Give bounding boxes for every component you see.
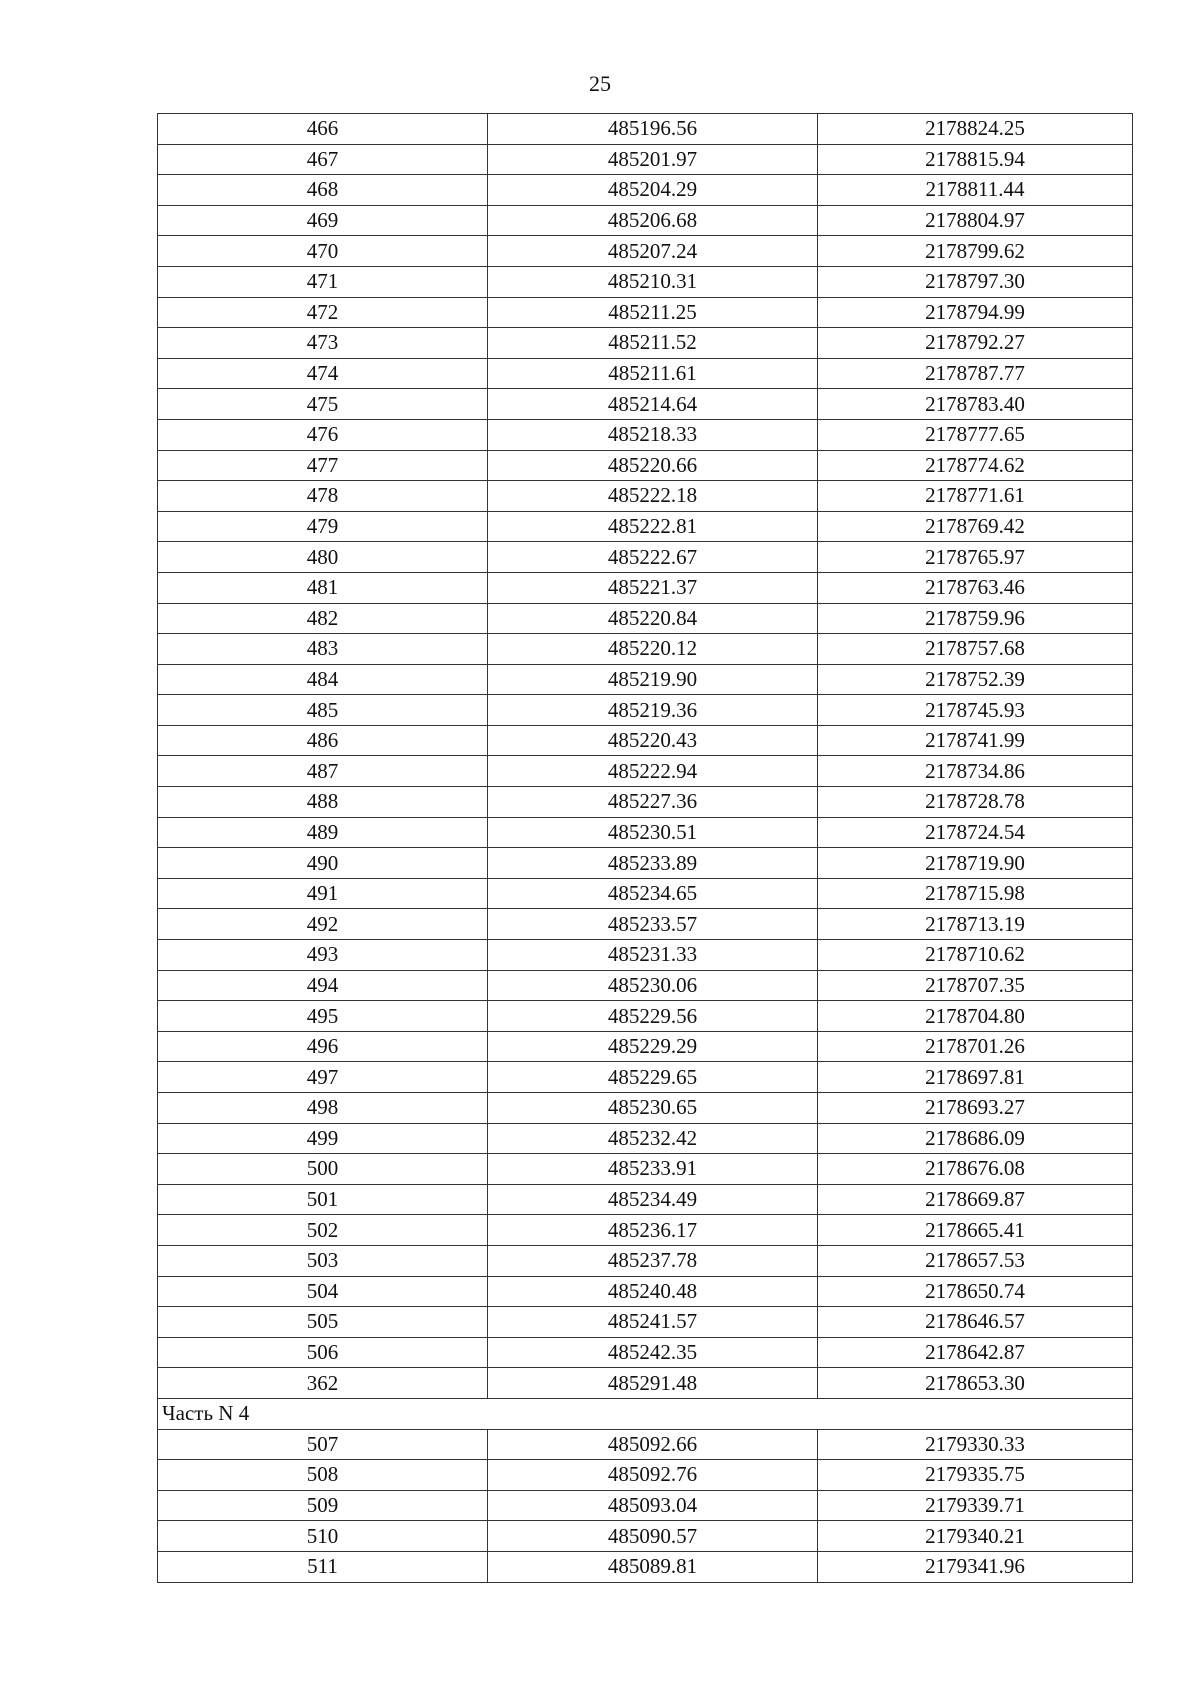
point-number-cell: 510 xyxy=(158,1521,488,1552)
x-coordinate-cell: 485229.29 xyxy=(488,1031,818,1062)
y-coordinate-cell: 2178693.27 xyxy=(818,1093,1133,1124)
table-row xyxy=(158,389,1133,420)
x-coordinate-cell: 485234.65 xyxy=(488,878,818,909)
x-coordinate-cell: 485196.56 xyxy=(488,114,818,145)
point-number-cell: 475 xyxy=(158,389,488,420)
y-coordinate-cell: 2178774.62 xyxy=(818,450,1133,481)
x-coordinate-cell: 485229.65 xyxy=(488,1062,818,1093)
x-coordinate-cell: 485219.36 xyxy=(488,695,818,726)
x-coordinate-cell: 485233.89 xyxy=(488,848,818,879)
table-row xyxy=(158,664,1133,695)
y-coordinate-cell: 2179340.21 xyxy=(818,1521,1133,1552)
x-coordinate-cell: 485220.12 xyxy=(488,634,818,665)
x-coordinate-cell: 485232.42 xyxy=(488,1123,818,1154)
y-coordinate-cell: 2178734.86 xyxy=(818,756,1133,787)
x-coordinate-cell: 485201.97 xyxy=(488,144,818,175)
y-coordinate-cell: 2178646.57 xyxy=(818,1307,1133,1338)
point-number-cell: 486 xyxy=(158,725,488,756)
y-coordinate-cell: 2178794.99 xyxy=(818,297,1133,328)
point-number-cell: 481 xyxy=(158,572,488,603)
x-coordinate-cell: 485240.48 xyxy=(488,1276,818,1307)
table-row xyxy=(158,725,1133,756)
y-coordinate-cell: 2178669.87 xyxy=(818,1184,1133,1215)
x-coordinate-cell: 485242.35 xyxy=(488,1337,818,1368)
y-coordinate-cell: 2179335.75 xyxy=(818,1460,1133,1491)
y-coordinate-cell: 2178777.65 xyxy=(818,419,1133,450)
x-coordinate-cell: 485219.90 xyxy=(488,664,818,695)
y-coordinate-cell: 2178697.81 xyxy=(818,1062,1133,1093)
x-coordinate-cell: 485220.84 xyxy=(488,603,818,634)
x-coordinate-cell: 485222.67 xyxy=(488,542,818,573)
table-row xyxy=(158,1307,1133,1338)
table-row xyxy=(158,572,1133,603)
table-row xyxy=(158,1093,1133,1124)
x-coordinate-cell: 485237.78 xyxy=(488,1245,818,1276)
table-row xyxy=(158,1215,1133,1246)
x-coordinate-cell: 485291.48 xyxy=(488,1368,818,1399)
point-number-cell: 493 xyxy=(158,940,488,971)
x-coordinate-cell: 485236.17 xyxy=(488,1215,818,1246)
x-coordinate-cell: 485230.06 xyxy=(488,970,818,1001)
point-number-cell: 466 xyxy=(158,114,488,145)
y-coordinate-cell: 2179339.71 xyxy=(818,1490,1133,1521)
table-row xyxy=(158,756,1133,787)
y-coordinate-cell: 2178792.27 xyxy=(818,328,1133,359)
point-number-cell: 467 xyxy=(158,144,488,175)
y-coordinate-cell: 2178686.09 xyxy=(818,1123,1133,1154)
section-header-row xyxy=(158,1398,1133,1429)
x-coordinate-cell: 485227.36 xyxy=(488,787,818,818)
y-coordinate-cell: 2178745.93 xyxy=(818,695,1133,726)
table-row xyxy=(158,817,1133,848)
point-number-cell: 476 xyxy=(158,419,488,450)
point-number-cell: 478 xyxy=(158,481,488,512)
x-coordinate-cell: 485233.91 xyxy=(488,1154,818,1185)
y-coordinate-cell: 2178787.77 xyxy=(818,358,1133,389)
y-coordinate-cell: 2178713.19 xyxy=(818,909,1133,940)
table-row xyxy=(158,358,1133,389)
point-number-cell: 496 xyxy=(158,1031,488,1062)
x-coordinate-cell: 485234.49 xyxy=(488,1184,818,1215)
y-coordinate-cell: 2178653.30 xyxy=(818,1368,1133,1399)
table-row xyxy=(158,1337,1133,1368)
table-row xyxy=(158,1490,1133,1521)
x-coordinate-cell: 485211.61 xyxy=(488,358,818,389)
x-coordinate-cell: 485222.94 xyxy=(488,756,818,787)
point-number-cell: 504 xyxy=(158,1276,488,1307)
x-coordinate-cell: 485089.81 xyxy=(488,1551,818,1582)
table-row xyxy=(158,419,1133,450)
table-row xyxy=(158,297,1133,328)
point-number-cell: 489 xyxy=(158,817,488,848)
point-number-cell: 474 xyxy=(158,358,488,389)
y-coordinate-cell: 2178650.74 xyxy=(818,1276,1133,1307)
table-row xyxy=(158,848,1133,879)
x-coordinate-cell: 485218.33 xyxy=(488,419,818,450)
coordinates-table xyxy=(157,113,1133,1583)
y-coordinate-cell: 2178657.53 xyxy=(818,1245,1133,1276)
section-title: Часть N 4 xyxy=(158,1398,1133,1429)
x-coordinate-cell: 485230.65 xyxy=(488,1093,818,1124)
x-coordinate-cell: 485221.37 xyxy=(488,572,818,603)
point-number-cell: 494 xyxy=(158,970,488,1001)
table-row xyxy=(158,481,1133,512)
table-row xyxy=(158,266,1133,297)
point-number-cell: 503 xyxy=(158,1245,488,1276)
table-row xyxy=(158,940,1133,971)
table-row xyxy=(158,1276,1133,1307)
table-row xyxy=(158,1154,1133,1185)
y-coordinate-cell: 2178783.40 xyxy=(818,389,1133,420)
y-coordinate-cell: 2178710.62 xyxy=(818,940,1133,971)
table-row xyxy=(158,205,1133,236)
point-number-cell: 473 xyxy=(158,328,488,359)
point-number-cell: 505 xyxy=(158,1307,488,1338)
table-row xyxy=(158,1245,1133,1276)
y-coordinate-cell: 2178728.78 xyxy=(818,787,1133,818)
y-coordinate-cell: 2178765.97 xyxy=(818,542,1133,573)
table-row xyxy=(158,1031,1133,1062)
table-row xyxy=(158,695,1133,726)
x-coordinate-cell: 485222.18 xyxy=(488,481,818,512)
point-number-cell: 497 xyxy=(158,1062,488,1093)
y-coordinate-cell: 2178752.39 xyxy=(818,664,1133,695)
y-coordinate-cell: 2178757.68 xyxy=(818,634,1133,665)
x-coordinate-cell: 485210.31 xyxy=(488,266,818,297)
point-number-cell: 482 xyxy=(158,603,488,634)
y-coordinate-cell: 2179341.96 xyxy=(818,1551,1133,1582)
x-coordinate-cell: 485093.04 xyxy=(488,1490,818,1521)
table-row xyxy=(158,878,1133,909)
y-coordinate-cell: 2179330.33 xyxy=(818,1429,1133,1460)
point-number-cell: 484 xyxy=(158,664,488,695)
page-number: 25 xyxy=(589,71,611,96)
y-coordinate-cell: 2178719.90 xyxy=(818,848,1133,879)
table-row xyxy=(158,603,1133,634)
table-row xyxy=(158,1184,1133,1215)
point-number-cell: 491 xyxy=(158,878,488,909)
x-coordinate-cell: 485207.24 xyxy=(488,236,818,267)
x-coordinate-cell: 485211.52 xyxy=(488,328,818,359)
x-coordinate-cell: 485231.33 xyxy=(488,940,818,971)
table-row xyxy=(158,236,1133,267)
x-coordinate-cell: 485090.57 xyxy=(488,1521,818,1552)
x-coordinate-cell: 485222.81 xyxy=(488,511,818,542)
table-row xyxy=(158,634,1133,665)
point-number-cell: 479 xyxy=(158,511,488,542)
coordinates-table-body xyxy=(158,114,1133,1583)
point-number-cell: 488 xyxy=(158,787,488,818)
x-coordinate-cell: 485220.66 xyxy=(488,450,818,481)
point-number-cell: 509 xyxy=(158,1490,488,1521)
x-coordinate-cell: 485230.51 xyxy=(488,817,818,848)
y-coordinate-cell: 2178815.94 xyxy=(818,144,1133,175)
y-coordinate-cell: 2178797.30 xyxy=(818,266,1133,297)
table-row xyxy=(158,328,1133,359)
y-coordinate-cell: 2178804.97 xyxy=(818,205,1133,236)
x-coordinate-cell: 485241.57 xyxy=(488,1307,818,1338)
y-coordinate-cell: 2178763.46 xyxy=(818,572,1133,603)
y-coordinate-cell: 2178824.25 xyxy=(818,114,1133,145)
x-coordinate-cell: 485211.25 xyxy=(488,297,818,328)
table-row xyxy=(158,1062,1133,1093)
x-coordinate-cell: 485229.56 xyxy=(488,1001,818,1032)
table-row xyxy=(158,450,1133,481)
point-number-cell: 477 xyxy=(158,450,488,481)
y-coordinate-cell: 2178811.44 xyxy=(818,175,1133,206)
table-row xyxy=(158,542,1133,573)
y-coordinate-cell: 2178704.80 xyxy=(818,1001,1133,1032)
point-number-cell: 500 xyxy=(158,1154,488,1185)
y-coordinate-cell: 2178701.26 xyxy=(818,1031,1133,1062)
point-number-cell: 483 xyxy=(158,634,488,665)
x-coordinate-cell: 485233.57 xyxy=(488,909,818,940)
table-row xyxy=(158,114,1133,145)
point-number-cell: 362 xyxy=(158,1368,488,1399)
point-number-cell: 502 xyxy=(158,1215,488,1246)
y-coordinate-cell: 2178676.08 xyxy=(818,1154,1133,1185)
table-row xyxy=(158,1001,1133,1032)
point-number-cell: 471 xyxy=(158,266,488,297)
point-number-cell: 480 xyxy=(158,542,488,573)
x-coordinate-cell: 485092.66 xyxy=(488,1429,818,1460)
table-row xyxy=(158,511,1133,542)
y-coordinate-cell: 2178665.41 xyxy=(818,1215,1133,1246)
table-row xyxy=(158,1521,1133,1552)
point-number-cell: 469 xyxy=(158,205,488,236)
point-number-cell: 492 xyxy=(158,909,488,940)
y-coordinate-cell: 2178715.98 xyxy=(818,878,1133,909)
x-coordinate-cell: 485204.29 xyxy=(488,175,818,206)
x-coordinate-cell: 485220.43 xyxy=(488,725,818,756)
point-number-cell: 487 xyxy=(158,756,488,787)
x-coordinate-cell: 485092.76 xyxy=(488,1460,818,1491)
table-row xyxy=(158,970,1133,1001)
table-row xyxy=(158,1123,1133,1154)
table-row xyxy=(158,1368,1133,1399)
table-row xyxy=(158,144,1133,175)
y-coordinate-cell: 2178707.35 xyxy=(818,970,1133,1001)
table-row xyxy=(158,909,1133,940)
point-number-cell: 472 xyxy=(158,297,488,328)
y-coordinate-cell: 2178771.61 xyxy=(818,481,1133,512)
point-number-cell: 490 xyxy=(158,848,488,879)
x-coordinate-cell: 485206.68 xyxy=(488,205,818,236)
point-number-cell: 506 xyxy=(158,1337,488,1368)
table-row xyxy=(158,175,1133,206)
point-number-cell: 468 xyxy=(158,175,488,206)
y-coordinate-cell: 2178724.54 xyxy=(818,817,1133,848)
point-number-cell: 499 xyxy=(158,1123,488,1154)
point-number-cell: 498 xyxy=(158,1093,488,1124)
table-row xyxy=(158,787,1133,818)
point-number-cell: 495 xyxy=(158,1001,488,1032)
point-number-cell: 507 xyxy=(158,1429,488,1460)
table-row xyxy=(158,1551,1133,1582)
y-coordinate-cell: 2178642.87 xyxy=(818,1337,1133,1368)
y-coordinate-cell: 2178741.99 xyxy=(818,725,1133,756)
point-number-cell: 511 xyxy=(158,1551,488,1582)
y-coordinate-cell: 2178799.62 xyxy=(818,236,1133,267)
x-coordinate-cell: 485214.64 xyxy=(488,389,818,420)
y-coordinate-cell: 2178769.42 xyxy=(818,511,1133,542)
point-number-cell: 485 xyxy=(158,695,488,726)
point-number-cell: 508 xyxy=(158,1460,488,1491)
y-coordinate-cell: 2178759.96 xyxy=(818,603,1133,634)
table-row xyxy=(158,1429,1133,1460)
point-number-cell: 470 xyxy=(158,236,488,267)
point-number-cell: 501 xyxy=(158,1184,488,1215)
table-row xyxy=(158,1460,1133,1491)
